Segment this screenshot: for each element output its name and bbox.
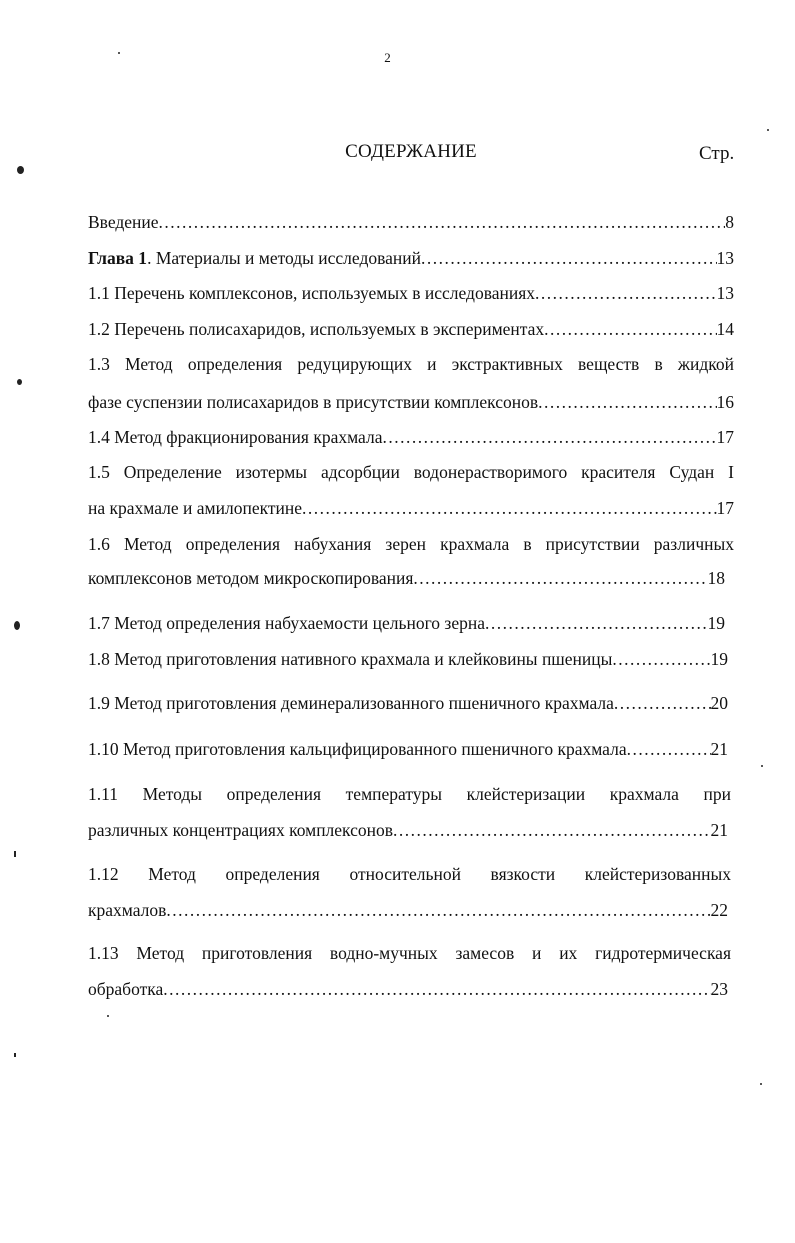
scan-speck bbox=[767, 129, 769, 131]
toc-entry-1-6-line2 bbox=[88, 567, 725, 589]
dot-leader bbox=[302, 497, 716, 519]
chapter-label: Глава 1 bbox=[88, 248, 148, 268]
toc-entry-1-9 bbox=[88, 692, 728, 714]
dot-leader bbox=[535, 282, 716, 304]
toc-entry-text: фазе суспензии полисахаридов в присутствии комплексонов bbox=[88, 392, 539, 412]
toc-entry-page: 21 bbox=[710, 739, 728, 759]
toc-entry-1-6-line1: 1.6 Метод определения набухания зерен крахмала в присутствии различных bbox=[88, 534, 734, 554]
scan-speck bbox=[118, 52, 120, 54]
toc-entry-1-13-line1: 1.13 Метод приготовления водно-мучных замесов и их гидротермическая bbox=[88, 943, 731, 963]
dot-leader bbox=[627, 738, 711, 760]
toc-entry-1-13-line2 bbox=[88, 978, 728, 1000]
page-column-label: Стр. bbox=[699, 143, 735, 164]
toc-entry-1-12-line1: 1.12 Метод определения относительной вязкости клейстеризованных bbox=[88, 864, 731, 884]
dot-leader bbox=[163, 978, 710, 1000]
toc-entry-1-8 bbox=[88, 648, 728, 670]
toc-entry-page: 19 bbox=[710, 649, 728, 669]
dot-leader bbox=[413, 567, 707, 589]
dot-leader bbox=[612, 648, 710, 670]
toc-entry-page: 13 bbox=[716, 283, 734, 303]
toc-entry-page: 13 bbox=[716, 248, 734, 268]
dot-leader bbox=[544, 318, 716, 340]
toc-entry-page: 19 bbox=[707, 613, 725, 633]
scan-speck bbox=[761, 765, 763, 767]
toc-entry-page: 17 bbox=[716, 498, 734, 518]
toc-entry-1-3-line1: 1.3 Метод определения редуцирующих и экстрактивных веществ в жидкой bbox=[88, 354, 734, 374]
toc-entry-1-5-line2 bbox=[88, 497, 734, 519]
toc-entry-page: 18 bbox=[707, 568, 725, 588]
scan-speck bbox=[760, 1083, 762, 1085]
toc-entry-1-7 bbox=[88, 612, 725, 634]
toc-entry-text: различных концентрациях комплексонов bbox=[88, 820, 394, 840]
toc-entry-introduction bbox=[88, 211, 734, 233]
dot-leader bbox=[159, 211, 726, 233]
toc-entry-1-5-line1: 1.5 Определение изотермы адсорбции водонерастворимого красителя Судан I bbox=[88, 462, 734, 482]
toc-entry-page: 20 bbox=[710, 693, 728, 713]
scan-speck bbox=[14, 621, 20, 630]
toc-entry-1-1 bbox=[88, 282, 734, 304]
toc-entry-1-12-line2 bbox=[88, 899, 728, 921]
toc-entry-1-11-line2 bbox=[88, 819, 728, 841]
scan-speck bbox=[14, 1053, 16, 1057]
toc-title: СОДЕРЖАНИЕ bbox=[345, 141, 477, 162]
toc-entry-text: 1.2 Перечень полисахаридов, используемых в экспериментах bbox=[88, 319, 545, 339]
toc-entry-text: на крахмале и амилопектине bbox=[88, 498, 303, 518]
toc-entry-page: 21 bbox=[710, 820, 728, 840]
dot-leader bbox=[421, 247, 716, 269]
toc-entry-1-2 bbox=[88, 318, 734, 340]
toc-entry-page: 14 bbox=[716, 319, 734, 339]
dot-leader bbox=[382, 426, 716, 448]
toc-entry-text: комплексонов методом микроскопирования bbox=[88, 568, 414, 588]
scan-speck bbox=[17, 379, 22, 385]
toc-entry-page: 17 bbox=[716, 427, 734, 447]
toc-entry-page: 23 bbox=[710, 979, 728, 999]
scan-speck bbox=[17, 166, 24, 174]
dot-leader bbox=[485, 612, 708, 634]
toc-entry-1-3-line2 bbox=[88, 391, 734, 413]
dot-leader bbox=[393, 819, 710, 841]
scan-speck bbox=[107, 1015, 109, 1017]
toc-entry-1-11-line1: 1.11 Методы определения температуры клейстеризации крахмала при bbox=[88, 784, 731, 804]
scan-speck bbox=[14, 851, 16, 857]
page-number: 2 bbox=[384, 50, 391, 65]
dot-leader bbox=[614, 692, 711, 714]
toc-entry-page: 22 bbox=[710, 900, 728, 920]
toc-entry-text: 1.10 Метод приготовления кальцифицированного пшеничного крахмала bbox=[88, 739, 627, 759]
dot-leader bbox=[538, 391, 716, 413]
toc-entry-page: 16 bbox=[716, 392, 734, 412]
toc-entry-text: 1.8 Метод приготовления нативного крахмала и клейковины пшеницы bbox=[88, 649, 613, 669]
toc-entry-chapter-1 bbox=[88, 247, 734, 269]
toc-entry-text: 1.9 Метод приготовления деминерализованного пшеничного крахмала bbox=[88, 693, 614, 713]
toc-entry-1-10 bbox=[88, 738, 728, 760]
toc-entry-text: 1.4 Метод фракционирования крахмала bbox=[88, 427, 383, 447]
toc-entry-text: 1.7 Метод определения набухаемости цельного зерна bbox=[88, 613, 485, 633]
toc-entry-text: . Материалы и методы исследований bbox=[147, 248, 422, 268]
toc-entry-1-4 bbox=[88, 426, 734, 448]
toc-entry-text: крахмалов bbox=[88, 900, 167, 920]
toc-entry-page: 8 bbox=[725, 212, 734, 232]
toc-entry-text: 1.1 Перечень комплексонов, используемых в исследованиях bbox=[88, 283, 536, 303]
toc-entry-text: Введение bbox=[88, 212, 159, 232]
toc-entry-text: обработка bbox=[88, 979, 164, 999]
dot-leader bbox=[166, 899, 710, 921]
